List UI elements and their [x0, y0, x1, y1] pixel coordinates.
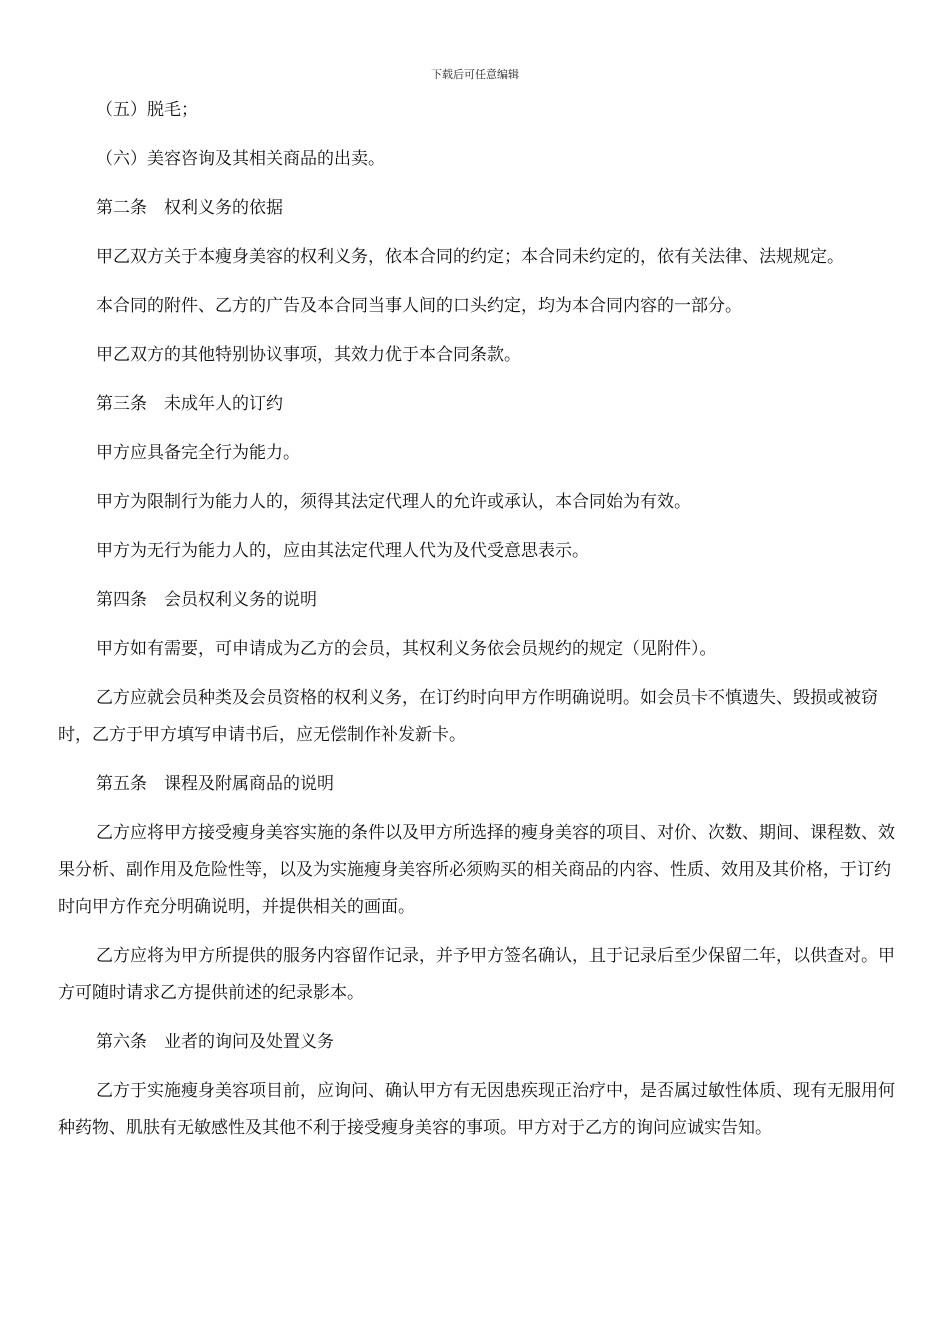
paragraph: 本合同的附件、乙方的广告及本合同当事人间的口头约定，均为本合同内容的一部分。: [96, 296, 742, 316]
paragraph: 甲乙双方关于本瘦身美容的权利义务，依本合同的约定；本合同未约定的，依有关法律、法规规定。: [96, 247, 844, 267]
paragraph: 甲方如有需要，可申请成为乙方的会员，其权利义务依会员规约的规定（见附件）。: [96, 639, 717, 659]
paragraph: 乙方应将为甲方所提供的服务内容留作记录，并予甲方签名确认，且于记录后至少保留二年，以供查对。甲方可随时请求乙方提供前述的纪录影本。: [58, 946, 895, 1003]
article-heading: 第三条 未成年人的订约: [96, 394, 283, 414]
paragraph: （六）美容咨询及其相关商品的出卖。: [96, 149, 385, 169]
article-heading: 第四条 会员权利义务的说明: [96, 590, 317, 610]
article-heading: 第六条 业者的询问及处置义务: [96, 1032, 334, 1052]
article-heading: 第五条 课程及附属商品的说明: [96, 774, 334, 794]
paragraph: 乙方应将甲方接受瘦身美容实施的条件以及甲方所选择的瘦身美容的项目、对价、次数、期间、课程数、效果分析、副作用及危险性等，以及为实施瘦身美容所必须购买的相关商品的内容、性质、效用及其价格，于订约时向甲方作充分明确说明，并提供相关的画面。: [58, 823, 895, 917]
paragraph: 甲方应具备完全行为能力。: [96, 443, 300, 463]
paragraph: 乙方应就会员种类及会员资格的权利义务，在订约时向甲方作明确说明。如会员卡不慎遗失、毁损或被窃时，乙方于甲方填写申请书后，应无偿制作补发新卡。: [58, 688, 878, 745]
page-header: 下载后可任意编辑: [431, 68, 519, 81]
paragraph: （五）脱毛；: [96, 100, 198, 120]
document-body: [58, 92, 904, 1159]
paragraph: 甲方为限制行为能力人的，须得其法定代理人的允许或承认，本合同始为有效。: [96, 492, 691, 512]
article-heading: 第二条 权利义务的依据: [96, 198, 283, 218]
paragraph: 甲方为无行为能力人的，应由其法定代理人代为及代受意思表示。: [96, 541, 589, 561]
paragraph: 乙方于实施瘦身美容项目前，应询问、确认甲方有无因患疾现正治疗中，是否属过敏性体质、现有无服用何种药物、肌肤有无敏感性及其他不利于接受瘦身美容的事项。甲方对于乙方的询问应诚实告知。: [58, 1081, 895, 1138]
paragraph: 甲乙双方的其他特别协议事项，其效力优于本合同条款。: [96, 345, 521, 365]
